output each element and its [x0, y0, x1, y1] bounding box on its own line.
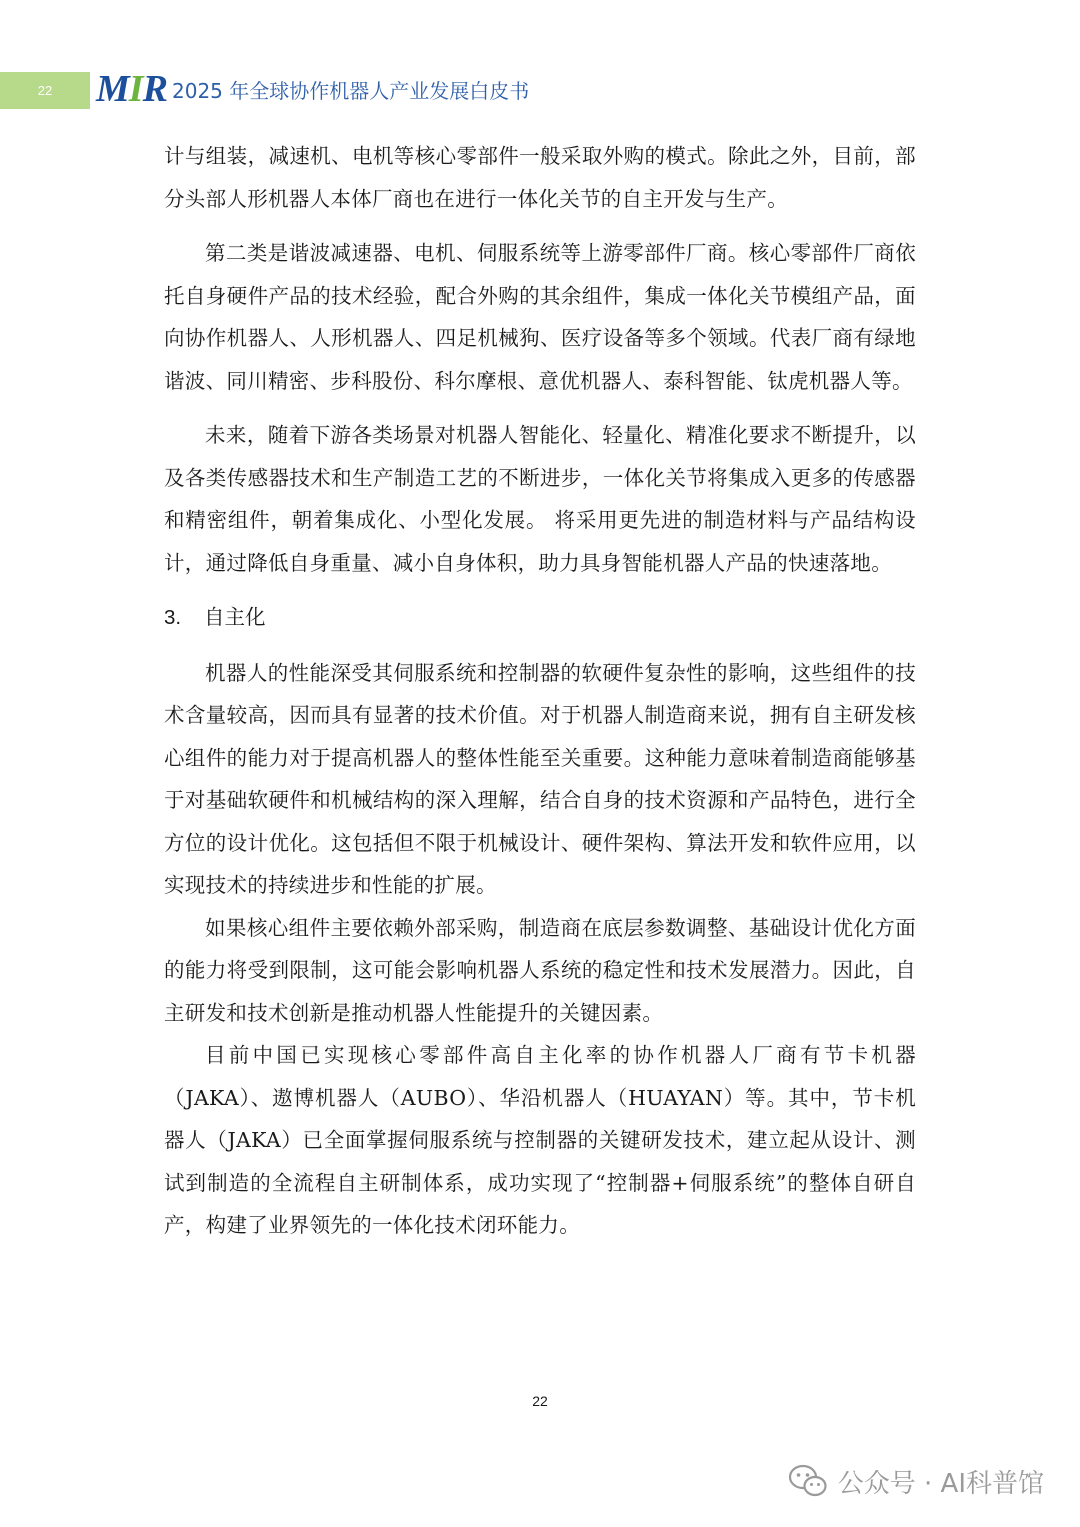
section-title: 自主化: [204, 605, 266, 629]
watermark-text: 公众号 · AI科普馆: [837, 1468, 1044, 1499]
logo-letter-i: I: [128, 68, 143, 110]
logo-letter-r: R: [142, 68, 167, 110]
paragraph-6: 目前中国已实现核心零部件高自主化率的协作机器人厂商有节卡机器（JAKA）、遨博机器人（AUBO）、华沿机器人（HUAYAN）等。其中，节卡机器人（JAKA）已全面掌握伺服系统与控制器的关键研发技术，建立起从设计、测试到制造的全流程自主研制体系，成功实现了“控制器+伺服系统”的整体自研自产，构建了业界领先的一体化技术闭环能力。: [164, 1043, 916, 1237]
mir-logo: [96, 69, 167, 109]
header-page-tab: 22: [0, 72, 90, 109]
wechat-icon: [788, 1464, 828, 1498]
document-title: 2025 年全球协作机器人产业发展白皮书: [172, 79, 530, 103]
page-header: [0, 68, 1080, 110]
page-number: 22: [532, 1393, 548, 1409]
paragraph-1: 计与组装，减速机、电机等核心零部件一般采取外购的模式。除此之外，目前，部分头部人形机器人本体厂商也在进行一体化关节的自主开发与生产。: [164, 144, 916, 211]
paragraph-4: 机器人的性能深受其伺服系统和控制器的软硬件复杂性的影响，这些组件的技术含量较高，因而具有显著的技术价值。对于机器人制造商来说，拥有自主研发核心组件的能力对于提高机器人的整体性能至关重要。这种能力意味着制造商能够基于对基础软硬件和机械结构的深入理解，结合自身的技术资源和产品特色，进行全方位的设计优化。这包括但不限于机械设计、硬件架构、算法开发和软件应用，以实现技术的持续进步和性能的扩展。: [164, 660, 916, 897]
section-number: 3.: [164, 606, 182, 629]
watermark: [788, 1461, 1044, 1501]
section-heading: [164, 596, 916, 640]
page-body: [164, 135, 916, 1247]
paragraph-2: 第二类是谐波减速器、电机、伺服系统等上游零部件厂商。核心零部件厂商依托自身硬件产品的技术经验，配合外购的其余组件，集成一体化关节模组产品，面向协作机器人、人形机器人、四足机械狗、医疗设备等多个领域。代表厂商有绿地谐波、同川精密、步科股份、科尔摩根、意优机器人、泰科智能、钛虎机器人等。: [164, 241, 916, 393]
paragraph-5: 如果核心组件主要依赖外部采购，制造商在底层参数调整、基础设计优化方面的能力将受到限制，这可能会影响机器人系统的稳定性和技术发展潜力。因此，自主研发和技术创新是推动机器人性能提升的关键因素。: [164, 915, 916, 1025]
paragraph-3: 未来，随着下游各类场景对机器人智能化、轻量化、精准化要求不断提升，以及各类传感器技术和生产制造工艺的不断进步，一体化关节将集成入更多的传感器和精密组件，朝着集成化、小型化发展。 将采用更先进的制造材料与产品结构设计，通过降低自身重量、减小自身体积，助力具身智能机器人产品的快速落地。: [164, 423, 916, 575]
logo-letter-m: M: [96, 68, 129, 110]
